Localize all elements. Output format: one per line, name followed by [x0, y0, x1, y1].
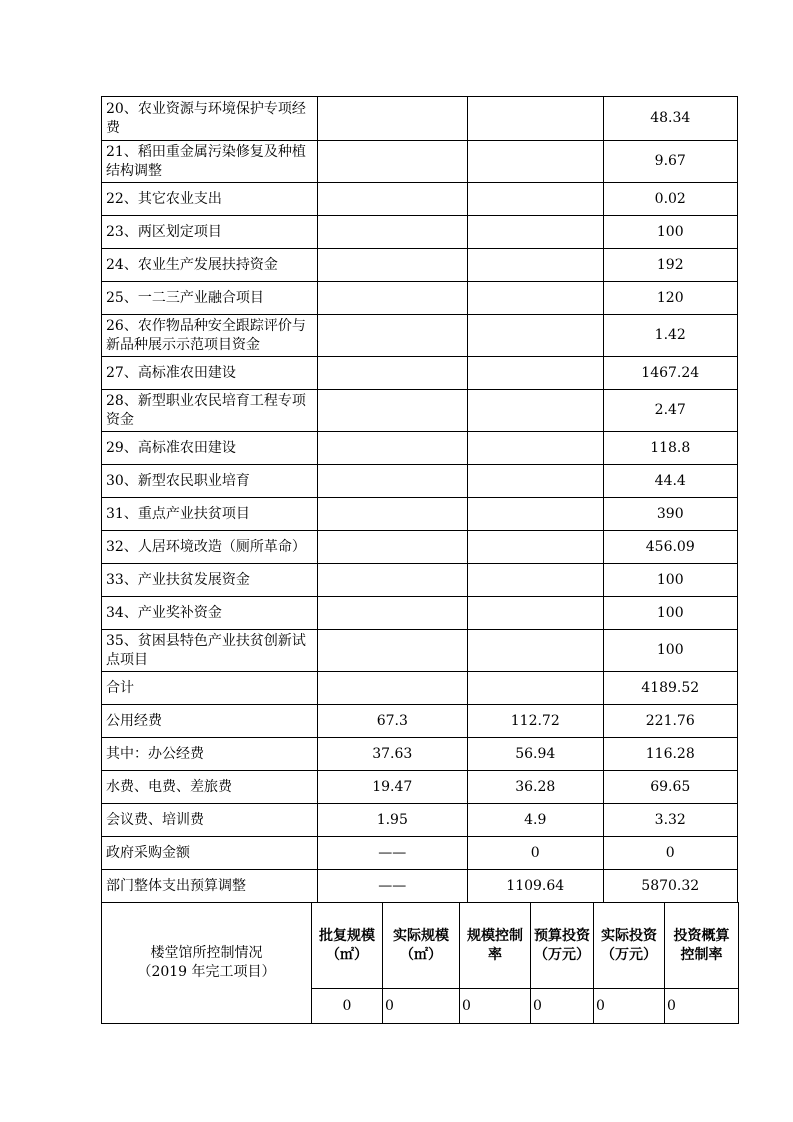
- table-row: [102, 498, 738, 531]
- row-value-col3: [468, 282, 604, 315]
- value-actual-investment: 0: [594, 989, 665, 1024]
- row-value-col2: [317, 249, 467, 282]
- table-row: [102, 249, 738, 282]
- row-value-col2: [317, 357, 467, 390]
- table-row: [102, 771, 738, 804]
- row-value-col3: [468, 432, 604, 465]
- row-value-col4: 192: [603, 249, 737, 282]
- table-row: [102, 282, 738, 315]
- table-row: [102, 630, 738, 672]
- table-row: [102, 216, 738, 249]
- row-label: 31、重点产业扶贫项目: [102, 498, 318, 531]
- row-value-col3: 4.9: [468, 804, 604, 837]
- row-value-col2: 19.47: [317, 771, 467, 804]
- row-value-col2: [317, 216, 467, 249]
- row-value-col2: [317, 97, 467, 141]
- row-value-col3: 1109.64: [468, 870, 604, 903]
- table-row: [102, 531, 738, 564]
- building-label-line1: 楼堂馆所控制情况: [150, 945, 263, 961]
- row-label: 26、农作物品种安全跟踪评价与新品种展示示范项目资金: [102, 315, 318, 357]
- row-value-col2: [317, 282, 467, 315]
- row-value-col2: 37.63: [317, 738, 467, 771]
- row-label: 23、两区划定项目: [102, 216, 318, 249]
- row-value-col4: 48.34: [603, 97, 737, 141]
- header-investment-control-rate: 投资概算控制率: [665, 903, 739, 989]
- row-value-col2: 67.3: [317, 705, 467, 738]
- row-value-col4: 1467.24: [603, 357, 737, 390]
- row-label: 25、一二三产业融合项目: [102, 282, 318, 315]
- table-row: [102, 870, 738, 903]
- row-label: 33、产业扶贫发展资金: [102, 564, 318, 597]
- row-value-col2: [317, 498, 467, 531]
- row-value-col4: 0: [603, 837, 737, 870]
- row-value-col3: 56.94: [468, 738, 604, 771]
- row-label: 28、新型职业农民培育工程专项资金: [102, 390, 318, 432]
- row-label: 公用经费: [102, 705, 318, 738]
- table-row: [102, 804, 738, 837]
- budget-table: [101, 96, 738, 903]
- row-value-col2: [317, 597, 467, 630]
- table-row: [102, 357, 738, 390]
- row-value-col4: 2.47: [603, 390, 737, 432]
- row-value-col4: 120: [603, 282, 737, 315]
- row-label: 部门整体支出预算调整: [102, 870, 318, 903]
- row-value-col3: 36.28: [468, 771, 604, 804]
- table-row: [102, 465, 738, 498]
- row-value-col4: 9.67: [603, 141, 737, 183]
- row-label: 会议费、培训费: [102, 804, 318, 837]
- row-value-col4: 1.42: [603, 315, 737, 357]
- row-value-col3: [468, 498, 604, 531]
- row-value-col2: [317, 183, 467, 216]
- table-row: [102, 390, 738, 432]
- table-row: [102, 705, 738, 738]
- row-value-col4: 3.32: [603, 804, 737, 837]
- row-value-col4: 456.09: [603, 531, 737, 564]
- table-row: [102, 183, 738, 216]
- row-value-col3: [468, 97, 604, 141]
- row-value-col3: [468, 564, 604, 597]
- row-value-col3: [468, 390, 604, 432]
- row-value-col3: [468, 141, 604, 183]
- row-label: 水费、电费、差旅费: [102, 771, 318, 804]
- header-actual-scale: 实际规模（㎡）: [383, 903, 460, 989]
- row-label: 30、新型农民职业培育: [102, 465, 318, 498]
- row-label: 政府采购金额: [102, 837, 318, 870]
- row-value-col4: 44.4: [603, 465, 737, 498]
- table-row: [102, 315, 738, 357]
- row-label: 21、稻田重金属污染修复及种植结构调整: [102, 141, 318, 183]
- row-value-col3: 0: [468, 837, 604, 870]
- row-label: 32、人居环境改造（厕所革命）: [102, 531, 318, 564]
- row-value-col3: [468, 672, 604, 705]
- row-value-col4: 0.02: [603, 183, 737, 216]
- row-value-col2: [317, 630, 467, 672]
- header-scale-control-rate: 规模控制率: [460, 903, 531, 989]
- row-value-col4: 4189.52: [603, 672, 737, 705]
- row-value-col2: [317, 531, 467, 564]
- table-row: [102, 564, 738, 597]
- row-value-col3: [468, 630, 604, 672]
- value-actual-scale: 0: [383, 989, 460, 1024]
- building-control-table: [101, 902, 739, 1024]
- row-value-col2: [317, 465, 467, 498]
- row-value-col3: [468, 315, 604, 357]
- row-value-col2: [317, 432, 467, 465]
- row-value-col2: [317, 315, 467, 357]
- row-value-col2: [317, 141, 467, 183]
- table-row: [102, 597, 738, 630]
- row-value-col3: [468, 597, 604, 630]
- row-value-col4: 100: [603, 630, 737, 672]
- row-value-col2: 1.95: [317, 804, 467, 837]
- header-actual-investment: 实际投资（万元）: [594, 903, 665, 989]
- row-label: 其中：办公经费: [102, 738, 318, 771]
- row-value-col4: 221.76: [603, 705, 737, 738]
- document-page: [101, 96, 738, 1024]
- row-label: 27、高标准农田建设: [102, 357, 318, 390]
- row-label: 合计: [102, 672, 318, 705]
- row-value-col2: [317, 390, 467, 432]
- table-row: [102, 432, 738, 465]
- row-value-col3: 112.72: [468, 705, 604, 738]
- building-header-row: [102, 903, 739, 989]
- table-row: [102, 97, 738, 141]
- row-label: 24、农业生产发展扶持资金: [102, 249, 318, 282]
- row-value-col4: 100: [603, 597, 737, 630]
- row-label: 35、贫困县特色产业扶贫创新试点项目: [102, 630, 318, 672]
- building-label-line2: （2019 年完工项目）: [137, 964, 276, 980]
- row-value-col3: [468, 357, 604, 390]
- row-value-col3: [468, 183, 604, 216]
- row-value-col3: [468, 465, 604, 498]
- row-value-col4: 390: [603, 498, 737, 531]
- row-value-col4: 118.8: [603, 432, 737, 465]
- row-value-col3: [468, 249, 604, 282]
- row-value-col4: 5870.32: [603, 870, 737, 903]
- table-row: [102, 837, 738, 870]
- budget-table-body: [102, 97, 738, 903]
- row-value-col4: 116.28: [603, 738, 737, 771]
- row-value-col2: [317, 672, 467, 705]
- row-value-col4: 100: [603, 564, 737, 597]
- building-control-label: [102, 903, 312, 1024]
- table-row: [102, 141, 738, 183]
- row-label: 29、高标准农田建设: [102, 432, 318, 465]
- row-value-col2: ——: [317, 870, 467, 903]
- table-row: [102, 672, 738, 705]
- value-investment-control-rate: 0: [665, 989, 739, 1024]
- row-value-col4: 69.65: [603, 771, 737, 804]
- row-value-col2: [317, 564, 467, 597]
- header-budget-investment: 预算投资（万元）: [531, 903, 594, 989]
- row-label: 22、其它农业支出: [102, 183, 318, 216]
- row-value-col3: [468, 531, 604, 564]
- row-value-col2: ——: [317, 837, 467, 870]
- value-scale-control-rate: 0: [460, 989, 531, 1024]
- header-approved-scale: 批复规模（㎡）: [312, 903, 383, 989]
- row-label: 20、农业资源与环境保护专项经费: [102, 97, 318, 141]
- row-label: 34、产业奖补资金: [102, 597, 318, 630]
- value-approved-scale: 0: [312, 989, 383, 1024]
- table-row: [102, 738, 738, 771]
- value-budget-investment: 0: [531, 989, 594, 1024]
- row-value-col3: [468, 216, 604, 249]
- row-value-col4: 100: [603, 216, 737, 249]
